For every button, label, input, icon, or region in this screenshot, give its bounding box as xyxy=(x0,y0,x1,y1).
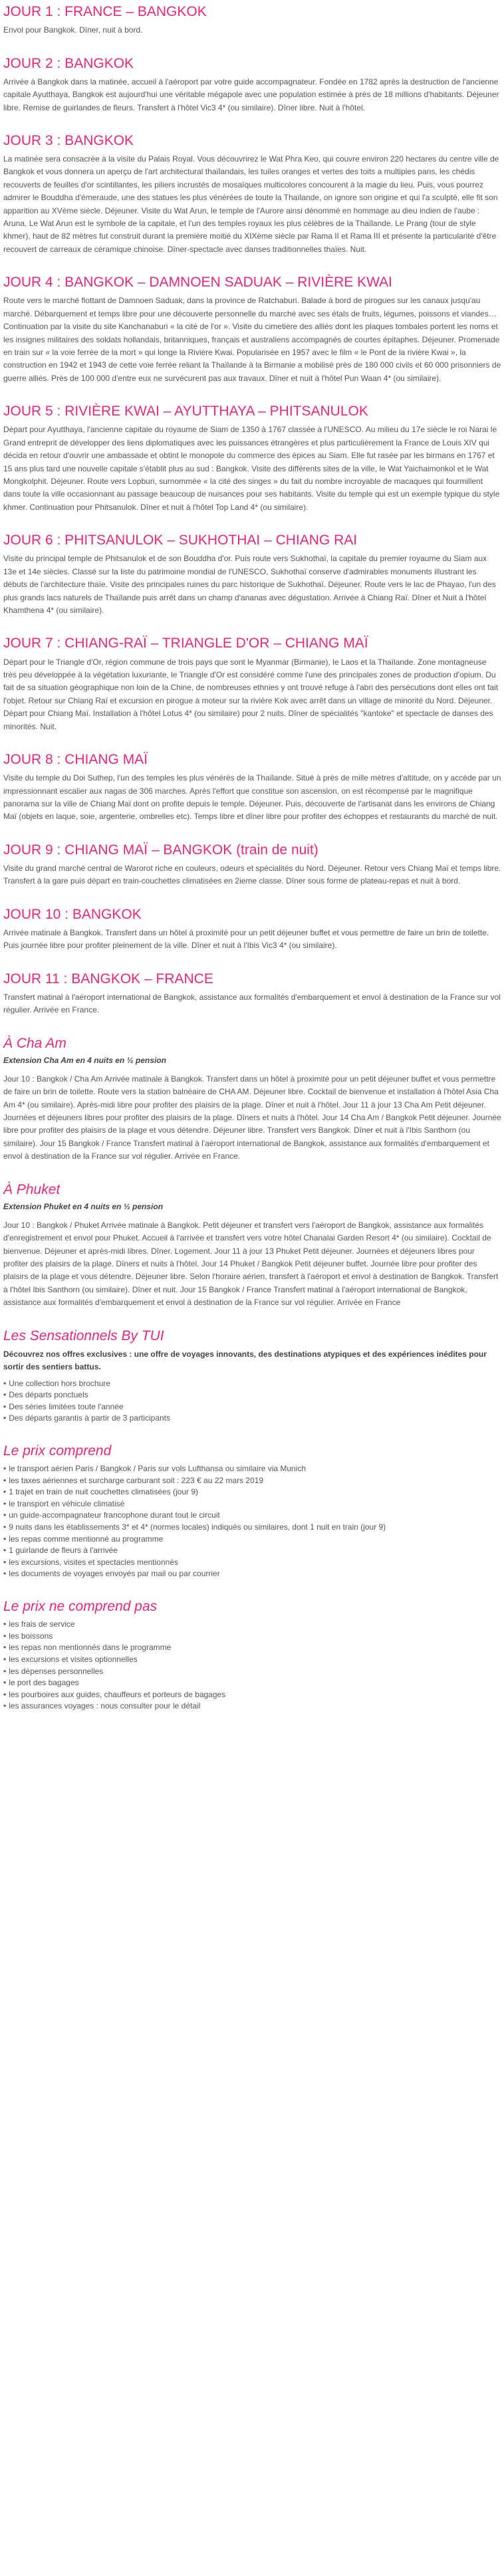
list-item: • Des départs garantis à partir de 3 participants xyxy=(3,1413,501,1425)
day-section xyxy=(3,752,501,824)
list-item: • le transport en véhicule climatisé xyxy=(3,1498,501,1510)
extension-title: À Phuket xyxy=(3,1181,61,1197)
sensationnels-list xyxy=(3,1378,501,1425)
list-item: • les assurances voyages : nous consulter pour le détail xyxy=(3,1700,501,1712)
list-item: • les boissons xyxy=(3,1631,501,1643)
list-item: • les pourboires aux guides, chauffeurs et porteurs de bagages xyxy=(3,1689,501,1701)
prix-ne-comprend-list xyxy=(3,1619,501,1712)
list-item: • les excursions et visites optionnelles xyxy=(3,1654,501,1666)
day-text: Route vers le marché flottant de Damnoen Saduak, dans la province de Ratchaburi. Balade à bord de pirogues sur les canaux jusqu'au marché. Débarquement et temps libre pour une découverte personnelle du marché avec ses étals de fruits, légumes, poissons et viandes… Continuation par la visite du site Kanchanaburi « la cité de l'or ». Visite du cimetière des alliés dont les plaques tombales portent les noms et les insignes militaires des soldats hollandais, britanniques, français et australiens accompagnés de courtes épitaphes. Déjeuner. Promenade en train sur « la voie ferrée de la mort » qui longe la Rivière Kwai. Popularisée en 1957 avec le film « le Pont de la rivière Kwai », la construction en 1942 et 1943 de cette voie ferrée reliant la Thaïlande à la Birmanie a mobilisé près de 180 000 civils et 60 000 prisonniers de guerre alliés. Près de 100 000 d'entre eux ne survécurent pas aux travaux. Dîner et nuit à l'hôtel Pun Waan 4* (ou similaire). xyxy=(3,296,501,383)
extension-section xyxy=(3,1036,501,1163)
day-text: Visite du principal temple de Phitsanulok et de son Bouddha d'or. Puis route vers Sukhothaï, la capitale du premier royaume du Siam aux 13e et 14e siècles. Classé sur la liste du patrimoine mondial de l'UNESCO, Sukhothaï conserve d'admirables monuments illustrant les débuts de l'architecture thaïe. Visite des principales ruines du parc historique de Sukhothaï. Déjeuner. Route vers le lac de Phayao, l'un des plus grands lacs naturels de Thaïlande puis arrêt dans un champ d'ananas avec dégustation. Arrivée à Chiang Raï. Dîner et Nuit à l'hôtel Khamthena 4* (ou similaire). xyxy=(3,554,496,616)
day-section xyxy=(3,404,501,514)
day-section xyxy=(3,532,501,617)
extension-text: Jour 10 : Bangkok / Phuket Arrivée matinale à Bangkok. Petit déjeuner et transfert vers l'aéroport de Bangkok, assistance aux formalités d'enregistrement et envol pour Phuket. Accueil à l'arrivée et transfert vers votre hôtel Chanalai Garden Resort 4* (ou similaire). Cocktail de bienvenue. Déjeuner et après-midi libres. Dîner. Logement. Jour 11 à jour 13 Phuket Petit déjeuner. Journées et déjeuners libres pour profiter des plaisirs de la plage. Dîners et nuits à l'hôtel. Jour 14 Phuket / Bangkok Petit déjeuner buffet. Journée libre pour profiter des plaisirs de la plage et vous détendre. Déjeuner libre. Selon l'horaire aérien, transfert à l'aéroport et envol à destination de Bangkok. Transfert à l'hôtel Ibis Santhorn (ou similaire). Dîner et nuit. Jour 15 Bangkok / France Transfert matinal à l'aéroport international de Bangkok, assistance aux formalités d'embarquement et envol à destination de la France sur vol régulier. Arrivée en France xyxy=(3,1220,499,1308)
day-section xyxy=(3,971,501,1017)
day-text: Envol pour Bangkok. Dîner, nuit à bord. xyxy=(3,25,143,35)
list-item: • Des départs ponctuels xyxy=(3,1389,501,1401)
extension-title: À Cha Am xyxy=(3,1035,66,1051)
list-item: • le transport aérien Paris / Bangkok / Paris sur vols Lufthansa ou similaire via Munich xyxy=(3,1463,501,1475)
list-item: • Une collection hors brochure xyxy=(3,1378,501,1390)
day-title: JOUR 6 : PHITSANULOK – SUKHOTHAI – CHIANG RAI xyxy=(3,532,358,548)
list-item: • un guide-accompagnateur francophone durant tout le circuit xyxy=(3,1510,501,1522)
day-title: JOUR 8 : CHIANG MAÏ xyxy=(3,752,148,768)
day-title: JOUR 7 : CHIANG-RAÏ – TRIANGLE D'OR – CHIANG MAÏ xyxy=(3,636,368,651)
prix-comprend-title: Le prix comprend xyxy=(3,1443,112,1459)
list-item: • 9 nuits dans les établissements 3* et 4* (normes locales) indiqués ou similaires, dont 1 nuit en train (jour 9) xyxy=(3,1522,501,1534)
list-item: • Des séries limitées toute l'année xyxy=(3,1401,501,1413)
prix-comprend-list xyxy=(3,1463,501,1580)
day-section xyxy=(3,56,501,114)
day-title: JOUR 3 : BANGKOK xyxy=(3,132,134,148)
day-title: JOUR 9 : CHIANG MAÏ – BANGKOK (train de nuit) xyxy=(3,842,318,858)
list-item: • 1 guirlande de fleurs à l'arrivée xyxy=(3,1545,501,1557)
day-title: JOUR 2 : BANGKOK xyxy=(3,55,134,71)
day-text: Visite du grand marché central de Warorot riche en couleurs, odeurs et spécialités du Nord. Déjeuner. Retour vers Chiang Maï et temps libre. Transfert à la gare puis départ en train-couchettes climatisées en 2ieme classe. Dîner sous forme de plateau-repas et nuit à bord. xyxy=(3,863,501,886)
list-item: • les frais de service xyxy=(3,1619,501,1631)
day-section xyxy=(3,907,501,953)
list-item: • les dépenses personnelles xyxy=(3,1666,501,1678)
day-text: Visite du temple du Doi Suthep, l'un des temples les plus vénérés de la Thaïlande. Situé à près de mille mètres d'altitude, on y accède par un impressionnant escalier aux nagas de 306 marches. Après l'effort que constitue son ascension, on est récompensé par le magnifique panorama sur la ville de Chiang Maï dont on profite depuis le temple. Déjeuner. Puis, découverte de l'artisanat dans les environs de Chiang Maï (objets en laque, soie, argenterie, ombrelles etc). Temps libre et dîner libre pour profiter des échoppes et restaurants du marché de nuit. xyxy=(3,773,501,822)
sensationnels-section xyxy=(3,1328,501,1425)
day-text: Départ pour le Triangle d'Or, région commune de trois pays que sont le Myanmar (Birmanie), le Laos et la Thaïlande. Zone montagneuse très peu développée à la végétation luxuriante, le Triangle d'Or est considéré comme l'une des principales zones de production d'opium. Du fait de sa situation géographique non loin de la Chine, de nombreuses ethnies y ont trouvé refuge à l'abri des persécutions dont elles ont fait l'objet. Retour sur Chiang Raï et excursion en pirogue à moteur sur la rivière Kok avec arrêt dans un village de minorité du Nord. Déjeuner. Départ pour Chiang Maï. Installation à l'hôtel Lotus 4* (ou similaire) pour 2 nuits. Dîner de spécialités "kantoke" et spectacle de danses des minorités. Nuit. xyxy=(3,657,499,731)
day-section xyxy=(3,133,501,256)
day-text: Transfert matinal à l'aéroport international de Bangkok, assistance aux formalités d'embarquement et envol à destination de la France sur vol régulier. Arrivée en France. xyxy=(3,992,501,1015)
day-section xyxy=(3,636,501,733)
day-title: JOUR 11 : BANGKOK – FRANCE xyxy=(3,971,213,987)
list-item: • le port des bagages xyxy=(3,1677,501,1689)
day-title: JOUR 1 : FRANCE – BANGKOK xyxy=(3,4,207,19)
day-section xyxy=(3,842,501,888)
extension-section xyxy=(3,1182,501,1310)
list-item: • les documents de voyages envoyés par mail ou par courrier xyxy=(3,1568,501,1580)
prix-comprend-section xyxy=(3,1443,501,1580)
list-item: • les repas comme mentionné au programme xyxy=(3,1534,501,1546)
itinerary xyxy=(3,4,501,1017)
day-section xyxy=(3,4,501,37)
list-item: • les repas non mentionnés dans le programme xyxy=(3,1642,501,1654)
list-item: • 1 trajet en train de nuit couchettes climatisées (jour 9) xyxy=(3,1486,501,1498)
day-text: Arrivée matinale à Bangkok. Transfert dans un hôtel à proximité pour un petit déjeuner buffet et vous permettre de faire un brin de toilette. Puis journée libre pour profiter pleinement de la ville. Dîner et nuit à l'Ibis Vic3 4* (ou similaire). xyxy=(3,927,489,951)
list-item: • les excursions, visites et spectacles mentionnés xyxy=(3,1557,501,1569)
day-title: JOUR 4 : BANGKOK – DAMNOEN SADUAK – RIVIÈRE KWAI xyxy=(3,275,393,291)
extension-subtitle: Extension Cha Am en 4 nuits en ½ pension xyxy=(3,1055,166,1065)
sensationnels-text: Découvrez nos offres exclusives : une offre de voyages innovants, des destinations atypiques et des expériences inédites pour sortir des sentiers battus. xyxy=(3,1349,487,1372)
day-text: La matinée sera consacrée à la visite du Palais Royal. Vous découvrirez le Wat Phra Keo, qui couvre environ 220 hectares du centre ville de Bangkok et vous donnera un aperçu de l'art architectural thaïlandais, les tuiles oranges et vertes des toits a multiples pans, les chédis recouverts de feuilles d'or scintillantes, les piliers incrustés de mosaïques multicolores concourent à la magie du lieu. Puis, vous pourrez admirer le Bouddha d'émeraude, une des statues les plus vénérées de toute la Thaïlande, on ignore son origine et qui l'a sculpté, elle fit son apparition au XVème siècle. Déjeuner. Visite du Wat Arun, le temple de l'Aurore ainsi dénommé en hommage au dieu indien de l'aube : Aruna. Le Wat Arun est le symbole de la capitale, et l'un des temples royaux les plus célèbres de la Thaïlande. Le Prang (tour de style khmer), haut de 82 mètres fut construit durant la première moitié du XIXème siècle par Rama II et Rama III et présente la particularité d'être recouvert de carreaux de céramique chinoise. Dîner-spectacle avec danses traditionnelles thaïes. Nuit. xyxy=(3,154,499,254)
day-text: Arrivée à Bangkok dans la matinée, accueil à l'aéroport par votre guide accompagnateur. Fondée en 1782 après la destruction de l'ancienne capitale Ayutthaya, Bangkok est aujourd'hui une véritable mégapole avec une population estimée à près de 18 millions d'habitants. Déjeuner libre. Remise de guirlandes de fleurs. Transfert à l'hôtel Vic3 4* (ou similaire). Dîner libre. Nuit à l'hôtel. xyxy=(3,76,499,112)
prix-ne-comprend-title: Le prix ne comprend pas xyxy=(3,1599,158,1615)
day-section xyxy=(3,275,501,385)
day-title: JOUR 10 : BANGKOK xyxy=(3,906,142,922)
prix-ne-comprend-section xyxy=(3,1599,501,1712)
day-text: Départ pour Ayutthaya, l'ancienne capitale du royaume de Siam de 1350 à 1767 classée à l'UNESCO. Au milieu du 17e siècle le roi Narai le Grand entreprit de développer des liens diplomatiques avec les puissances étrangères et plus particulièrement la France de Louis XIV qui décida en retour d'ouvrir une ambassade et obtint le monopole du commerce des épices au Siam. Elle fut rasée par les birmans en 1767 et 15 ans plus tard une nouvelle capitale s'établit plus au sud : Bangkok. Visite des différents sites de la ville, le Wat Yaichaimonkol et le Wat Mongkolphit. Déjeuner. Route vers Lopburi, surnommée « la cité des singes » du fait du nombre incroyable de macaques qui fourmillent dans toute la ville occasionnant au passage beaucoup de nuisances pour ses habitants. Visite du temple qui est un exemple typique du style khmer. Continuation pour Phitsanulok. Dîner et nuit à l'hôtel Top Land 4* (ou similaire). xyxy=(3,425,500,512)
extension-text: Jour 10 : Bangkok / Cha Am Arrivée matinale à Bangkok. Transfert dans un hôtel à proximité pour un petit déjeuner buffet et vous permettre de faire un brin de toilette. Route vers la station balnéaire de CHA AM. Déjeuner libre. Cocktail de bienvenue et installation à l'hôtel Asia Cha Am 4* (ou similaire). Après-midi libre pour profiter des plaisirs de la plage. Dîner et nuit à l'hôtel. Jour 11 à jour 13 Cha Am Petit déjeuner. Journées et déjeuners libres pour profiter des plaisirs de la plage. Dîners et nuits à l'hôtel. Jour 14 Cha Am / Bangkok Petit déjeuner. Journée libre pour profiter des plaisirs de la plage et vous détendre. Déjeuner libre. Transfert vers Bangkok. Dîner et nuit à l'Ibis Santhorn (ou similaire). Jour 15 Bangkok / France Transfert matinal à l'aéroport international de Bangkok, assistance aux formalités d'embarquement et envol à destination de la France sur vol régulier. Arrivée en France. xyxy=(3,1074,501,1161)
day-title: JOUR 5 : RIVIÈRE KWAI – AYUTTHAYA – PHITSANULOK xyxy=(3,404,368,419)
sensationnels-title: Les Sensationnels By TUI xyxy=(3,1328,164,1344)
extensions xyxy=(3,1036,501,1310)
list-item: • les taxes aériennes et surcharge carburant soit : 223 € au 22 mars 2019 xyxy=(3,1475,501,1487)
extension-subtitle: Extension Phuket en 4 nuits en ½ pension xyxy=(3,1201,164,1211)
